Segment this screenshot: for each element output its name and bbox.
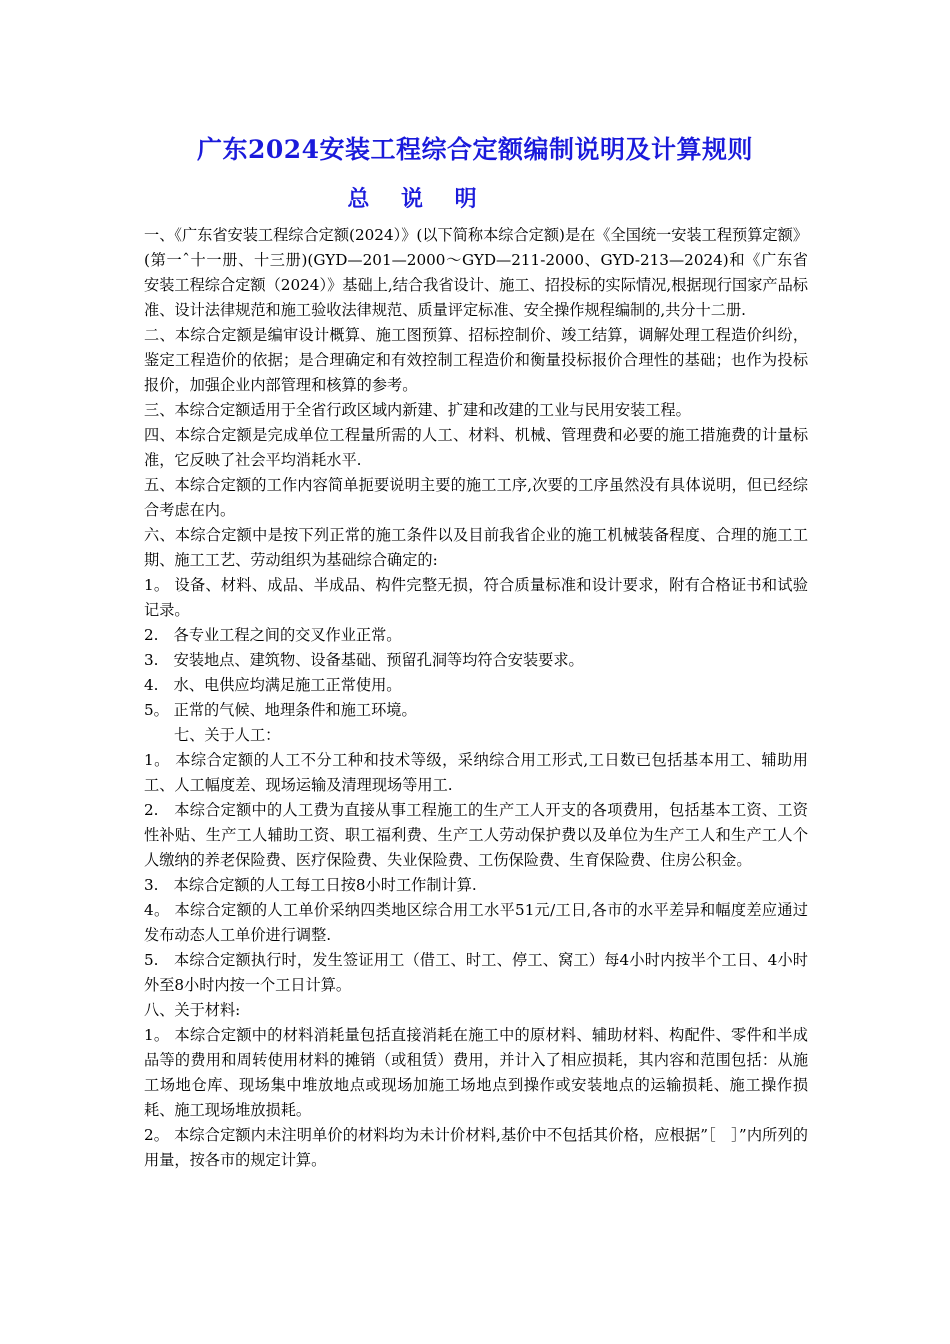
- section-heading: 总 说 明: [347, 186, 489, 212]
- list-item: 5. 本综合定额执行时，发生签证用工（借工、时工、停工、窝工）每4小时内按半个工日、4小时外至8小时内按一个工日计算。: [144, 951, 808, 994]
- list-item: 4. 水、电供应均满足施工正常使用。: [144, 676, 402, 694]
- document-title: 广东2024安装工程综合定额编制说明及计算规则: [196, 135, 754, 164]
- list-item: 1。 本综合定额的人工不分工种和技术等级，采纳综合用工形式,工日数已包括基本用工、辅助用工、人工幅度差、现场运输及清理现场等用工.: [144, 751, 808, 794]
- list-item: 3. 安装地点、建筑物、设备基础、预留孔洞等均符合安装要求。: [144, 651, 584, 669]
- paragraph: 二、本综合定额是编审设计概算、施工图预算、招标控制价、竣工结算，调解处理工程造价纠纷，鉴定工程造价的依据；是合理确定和有效控制工程造价和衡量投标报价合理性的基础；也作为投标报价，加强企业内部管理和核算的参考。: [144, 326, 808, 394]
- list-item: 4。 本综合定额的人工单价采纳四类地区综合用工水平51元/工日,各市的水平差异和幅度差应通过发布动态人工单价进行调整.: [144, 901, 808, 944]
- paragraph: 六、本综合定额中是按下列正常的施工条件以及目前我省企业的施工机械装备程度、合理的施工工期、施工工艺、劳动组织为基础综合确定的:: [144, 526, 808, 569]
- list-item: 2. 各专业工程之间的交叉作业正常。: [144, 626, 402, 644]
- list-item: 5。 正常的气候、地理条件和施工环境。: [144, 701, 417, 719]
- list-item: 2. 本综合定额中的人工费为直接从事工程施工的生产工人开支的各项费用，包括基本工资、工资性补贴、生产工人辅助工资、职工福利费、生产工人劳动保护费以及单位为生产工人和生产工人个人缴纳的养老保险费、医疗保险费、失业保险费、工伤保险费、生育保险费、住房公积金。: [144, 801, 808, 869]
- list-item: 1。 设备、材料、成品、半成品、构件完整无损，符合质量标准和设计要求，附有合格证书和试验记录。: [144, 576, 808, 619]
- section-label: 七、关于人工：: [174, 726, 281, 744]
- document-body: [144, 223, 808, 1173]
- paragraph: 四、本综合定额是完成单位工程量所需的人工、材料、机械、管理费和必要的施工措施费的计量标准，它反映了社会平均消耗水平.: [144, 426, 808, 469]
- section-label: 八、关于材料:: [144, 1001, 241, 1019]
- list-item: 1。 本综合定额中的材料消耗量包括直接消耗在施工中的原材料、辅助材料、构配件、零件和半成品等的费用和周转使用材料的摊销（或租赁）费用，并计入了相应损耗，其内容和范围包括：从施工场地仓库、现场集中堆放地点或现场加施工场地点到操作或安装地点的运输损耗、施工操作损耗、施工现场堆放损耗。: [144, 1026, 808, 1119]
- paragraph: 五、本综合定额的工作内容简单扼要说明主要的施工工序,次要的工序虽然没有具体说明，但已经综合考虑在内。: [144, 476, 808, 519]
- paragraph: 一、《广东省安装工程综合定额(2024）》(以下简称本综合定额)是在《全国统一安装工程预算定额》(第一ˆ十一册、十三册)(GYD—201—2000～GYD—211-2000、GYD-213—2024)和《广东省安装工程综合定额（2024）》基础上,结合我省设计、施工、招投标的实际情况,根据现行国家产品标准、设计法律规范和施工验收法律规范、质量评定标准、安全操作规程编制的,共分十二册.: [144, 226, 808, 319]
- paragraph: 三、本综合定额适用于全省行政区域内新建、扩建和改建的工业与民用安装工程。: [144, 401, 691, 419]
- list-item: 3. 本综合定额的人工每工日按8小时工作制计算.: [144, 876, 477, 894]
- list-item: 2。 本综合定额内未注明单价的材料均为未计价材料,基价中不包括其价格，应根据”［ ］”内所列的用量，按各市的规定计算。: [144, 1126, 808, 1169]
